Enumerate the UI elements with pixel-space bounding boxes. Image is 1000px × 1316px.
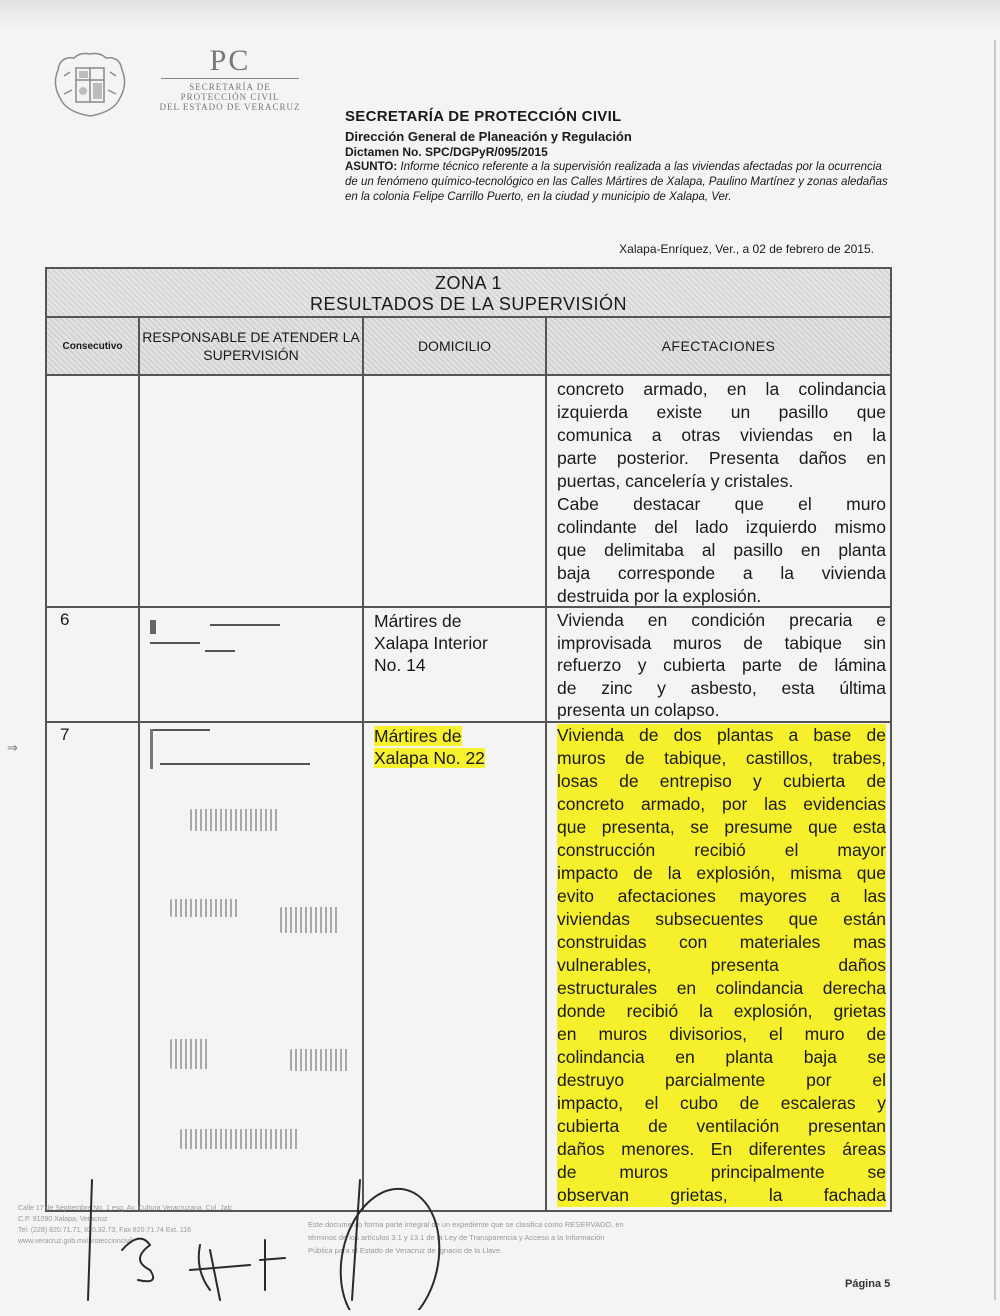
afect-line: Vivienda de dos plantas a base de (557, 725, 886, 745)
zona-header (47, 269, 890, 318)
afect-line: construidas con materiales mas (557, 932, 886, 952)
afect-line: cubierta de ventilación presentan (557, 1116, 886, 1136)
logo-line-3: DEL ESTADO DE VERACRUZ (159, 102, 301, 112)
asunto-paragraph (345, 160, 890, 205)
supervision-table (45, 267, 892, 1212)
domicilio-line (374, 725, 537, 747)
table-row-6 (47, 608, 890, 723)
consecutivo-cell (47, 376, 140, 606)
responsable-cell (140, 376, 364, 606)
asunto-label: ASUNTO: (345, 161, 398, 173)
domicilio-highlight: Mártires de (374, 726, 462, 746)
domicilio-cell (364, 723, 547, 1212)
afect-line: observan grietas, la fachada (557, 1185, 886, 1205)
afect-line: donde recibió la explosión, grietas (557, 1001, 886, 1021)
afect-line: estructurales en colindancia derecha (557, 978, 886, 998)
veracruz-seal-icon (50, 50, 130, 120)
afectaciones-cell-highlighted (547, 723, 890, 1212)
afect-line: colindante del lado izquierdo mismo (557, 517, 886, 537)
margin-arrow-mark: ⇒ (7, 740, 18, 755)
afectaciones-cell (547, 376, 890, 606)
domicilio-line: No. 14 (374, 655, 426, 675)
domicilio-line: Xalapa Interior (374, 633, 488, 653)
domicilio-cell (364, 608, 547, 721)
logo-line-1: SECRETARÍA DE (189, 82, 271, 92)
dictamen-number: Dictamen No. SPC/DGPyR/095/2015 (345, 145, 548, 159)
afect-line: viviendas subsecuentes que están (557, 909, 886, 929)
afect-line: muros de tabique, castillos, trabes, (557, 748, 886, 768)
asunto-text: Informe técnico referente a la supervisión realizada a las viviendas afectadas por la ocurrencia de un fenómeno químico-tecnológico en las Calles Mártires de Xalapa, Paulino Martínez y zonas aledañas en la colonia Felipe Carrillo Puerto, en la ciudad y municipio de Xalapa, Ver. (345, 161, 888, 203)
afect-line: puertas, cancelería y cristales. (557, 471, 794, 491)
document-header (345, 108, 890, 205)
zona-title: ZONA 1 (434, 273, 503, 293)
afect-line: evito afectaciones mayores a las (557, 886, 886, 906)
col-header-consecutivo: Consecutivo (47, 318, 140, 376)
footer-address-line: Tel. (228) 820.71.71, 820.32.73, Fax 820.71.74 Ext. 116 (18, 1227, 192, 1234)
afect-line: destruida por la explosión. (557, 586, 762, 606)
document-date: Xalapa-Enríquez, Ver., a 02 de febrero de 2015. (619, 242, 874, 256)
afect-line: daños menores. En diferentes áreas (557, 1139, 886, 1159)
footer-address-line: www.veracruz.gob.mx/proteccioncivil (18, 1238, 133, 1245)
afect-line: de muros principalmente se (557, 1162, 886, 1182)
direccion-title: Dirección General de Planeación y Regulación (345, 129, 632, 144)
domicilio-line (374, 747, 537, 769)
afect-line: en muros divisorios, el muro de (557, 1024, 886, 1044)
afect-line: parte posterior. Presenta daños en (557, 448, 886, 468)
afect-line: presenta un colapso. (557, 700, 720, 720)
afect-line: concreto armado, por las evidencias (557, 794, 886, 814)
domicilio-cell (364, 376, 547, 606)
pc-mark: PC (209, 44, 251, 77)
afect-line: concreto armado, en la colindancia (557, 379, 886, 399)
col-header-domicilio: DOMICILIO (364, 318, 547, 376)
footer-address-line: Calle 17 de Septiembre No. 1 esq. Av. Cultura Veracruzana, Col. Jalc (18, 1205, 233, 1212)
responsable-redacted (140, 723, 364, 1212)
consecutivo-cell: 7 (47, 723, 140, 1212)
afect-line: colindancia en planta baja se (557, 1047, 886, 1067)
afectaciones-cell (547, 608, 890, 721)
afect-line: impacto, el cubo de escaleras y (557, 1093, 886, 1113)
domicilio-line: Mártires de (374, 611, 462, 631)
afect-line: que delimitaba al pasillo en planta (557, 540, 886, 560)
table-row-7 (47, 723, 890, 1212)
afect-line: que presenta, se presume que esta (557, 817, 886, 837)
afect-line: impacto de la explosión, misma que (557, 863, 886, 883)
col-header-responsable: RESPONSABLE DE ATENDER LA SUPERVISIÓN (140, 318, 364, 376)
logo-line-2: PROTECCIÓN CIVIL (180, 92, 280, 102)
afect-line: losas de entrepiso y cubierta de (557, 771, 886, 791)
domicilio-highlight: Xalapa No. 22 (374, 748, 485, 768)
afect-line: destruyo parcialmente por el (557, 1070, 886, 1090)
afect-line: vulnerables, presenta daños (557, 955, 886, 975)
secretaria-title: SECRETARÍA DE PROTECCIÓN CIVIL (345, 108, 622, 125)
responsable-redacted (140, 608, 364, 721)
afect-line: refuerzo y cubierta parte de lámina (557, 655, 886, 675)
footer-address-line: C.P. 91090 Xalapa, Veracruz (18, 1216, 108, 1223)
page-number: Página 5 (845, 1278, 891, 1290)
afect-line: Vivienda en condición precaria e (557, 610, 886, 630)
afect-line: Cabe destacar que el muro (557, 494, 886, 514)
afect-line: baja corresponde a la vivienda (557, 563, 886, 583)
afect-line: de zinc y asbesto, esta última (557, 677, 886, 698)
footer-note-line: Este documento forma parte integral de un expediente que se clasifica como RESERVADO, en (308, 1220, 624, 1229)
resultados-title: RESULTADOS DE LA SUPERVISIÓN (309, 294, 628, 314)
handwritten-signatures (60, 1160, 480, 1310)
afect-line: improvisada muros de tabique sin (557, 632, 886, 653)
logo-rule (161, 78, 299, 79)
col-header-afectaciones: AFECTACIONES (547, 318, 890, 376)
afect-line: comunica a otras viviendas en la (557, 425, 886, 445)
scan-top-edge (0, 0, 1000, 30)
afect-line: izquierda existe un pasillo que (557, 402, 886, 422)
afect-line: construcción recibió el mayor (557, 840, 886, 860)
footer-note-line: términos de los artículos 3.1 y 13.1 de la Ley de Transparencia y Acceso a la Información (308, 1233, 605, 1242)
scan-right-edge (994, 40, 996, 1300)
consecutivo-cell: 6 (47, 608, 140, 721)
footer-note-line: Pública para el Estado de Veracruz de Ignacio de la Llave. (308, 1246, 503, 1255)
table-row-continuation (47, 376, 890, 608)
pc-logo (155, 44, 305, 112)
